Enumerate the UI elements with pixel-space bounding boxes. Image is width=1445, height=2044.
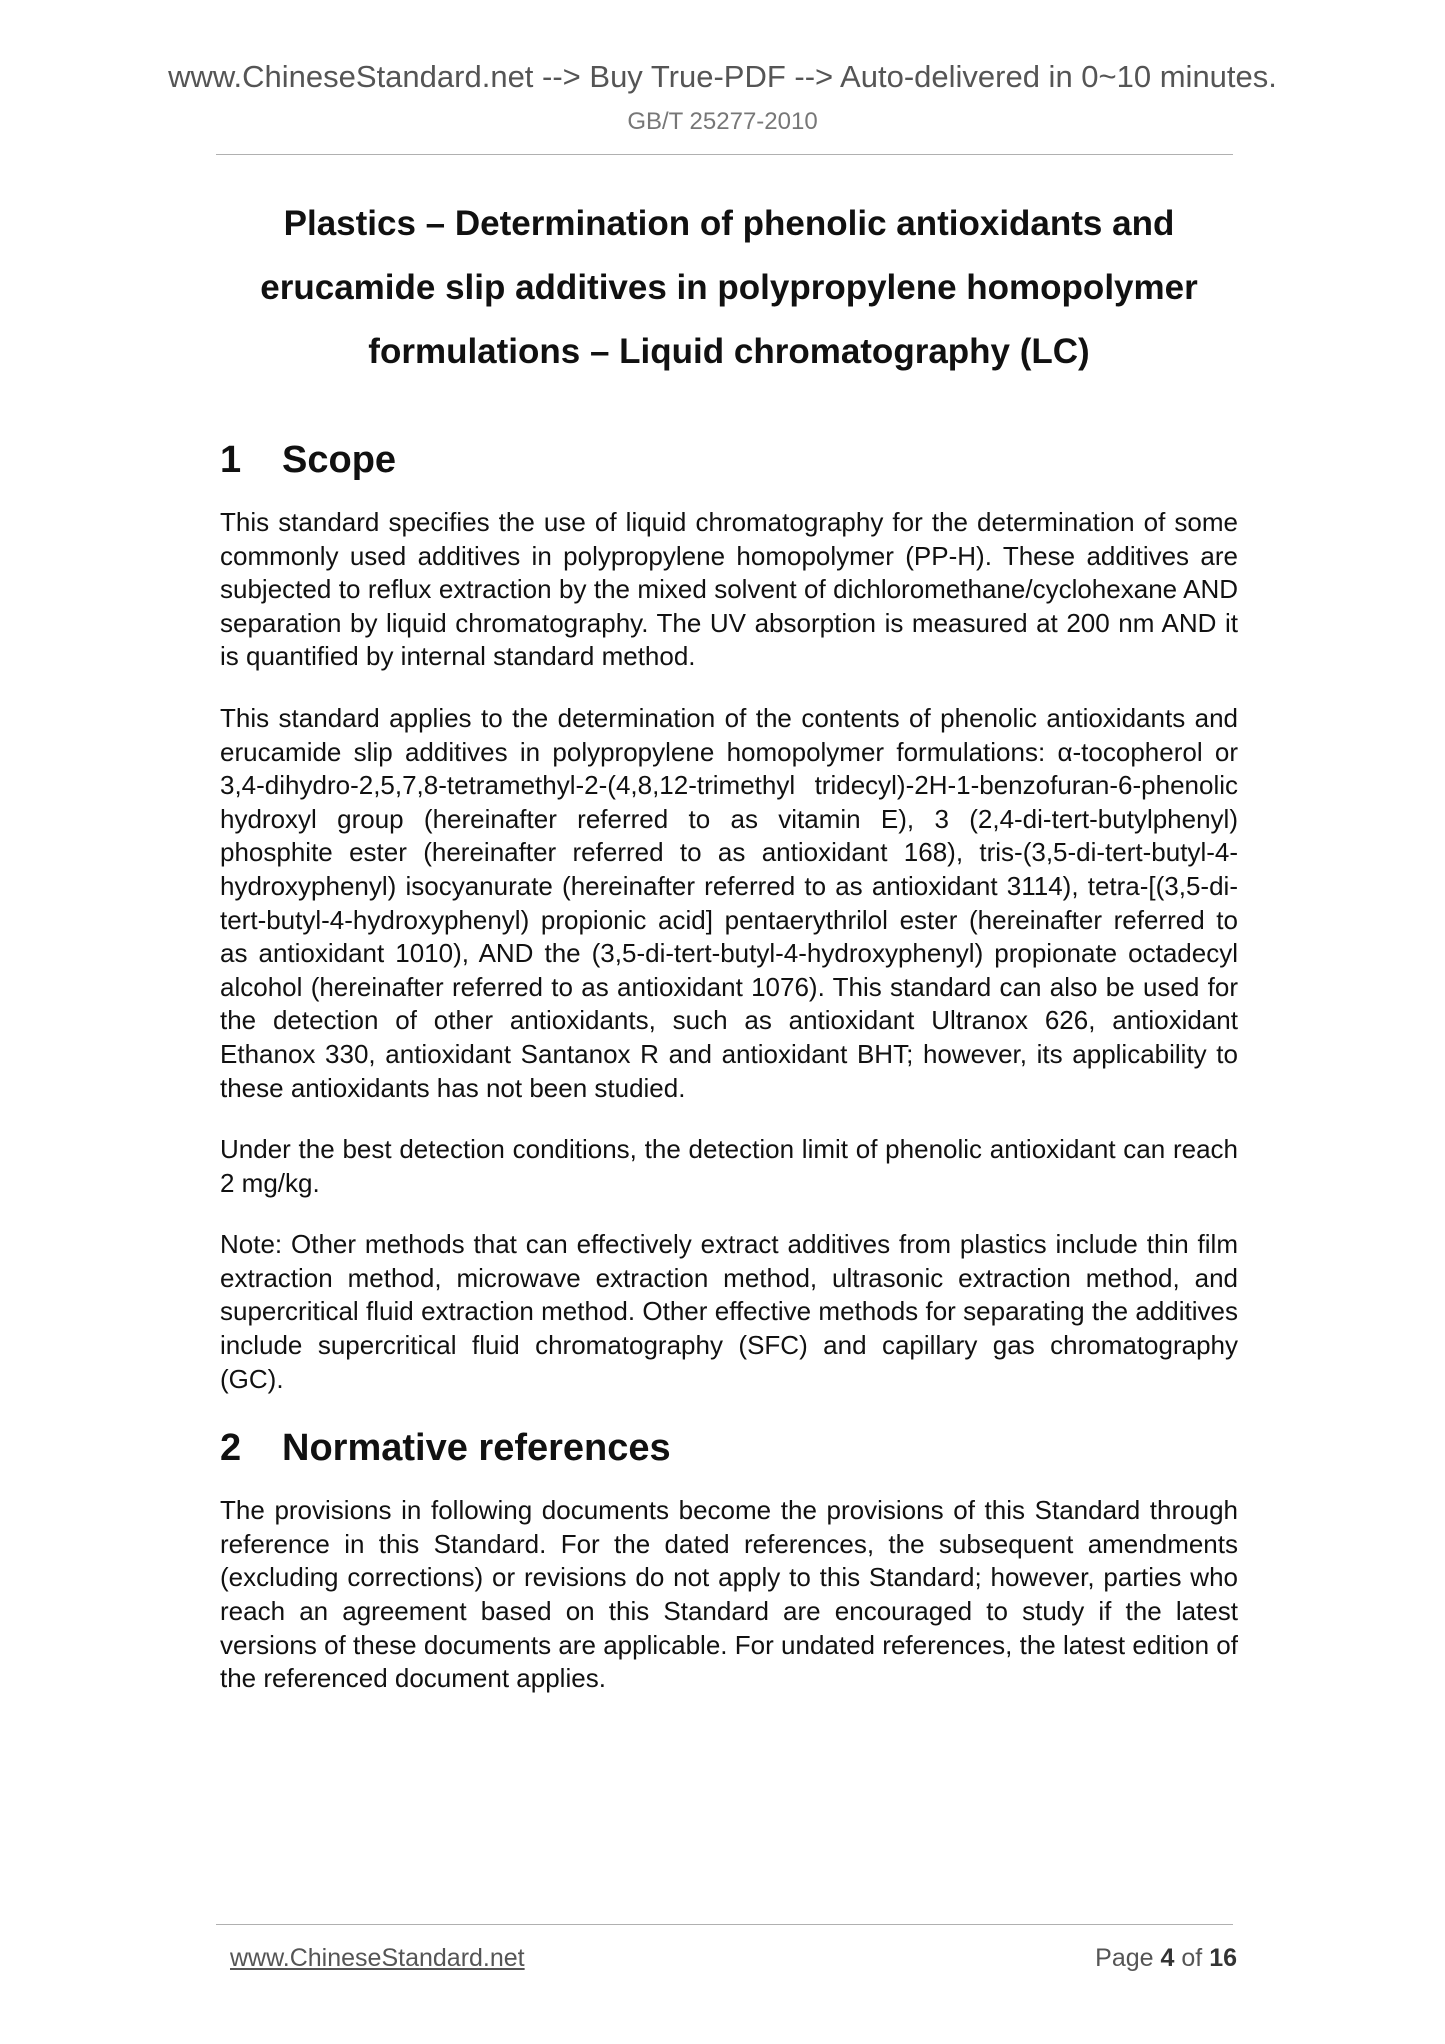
section-heading-normative-references <box>220 1424 1238 1472</box>
page-current: 4 <box>1160 1944 1175 1972</box>
page-of: of <box>1181 1944 1203 1972</box>
header-divider <box>216 154 1233 155</box>
title-line-2: erucamide slip additives in polypropylene homopolymer <box>260 268 1198 307</box>
title-line-1: Plastics – Determination of phenolic antioxidants and <box>283 204 1175 243</box>
footer-divider <box>216 1924 1233 1925</box>
standard-code: GB/T 25277-2010 <box>627 108 818 135</box>
title-line-3: formulations – Liquid chromatography (LC) <box>368 332 1090 371</box>
document-title <box>220 192 1238 384</box>
scope-paragraph-2: This standard applies to the determination of the contents of phenolic antioxidants and erucamide slip additives in polypropylene homopolymer formulations: α-tocopherol or 3,4-dihydro-2,5,7,8-tetramethyl-2-(4,8,12-trimethyl tridecyl)-2H-1-benzofuran-6-phenolic hydroxyl group (hereinafter referred to as vitamin E), 3 (2,4-di-tert-butylphenyl) phosphite ester (hereinafter referred to as antioxidant 168), tris-(3,5-di-tert-butyl-4-hydroxyphenyl) isocyanurate (hereinafter referred to as antioxidant 3114), tetra-[(3,5-di-tert-butyl-4-hydroxyphenyl) propionic acid] pentaerythrilol ester (hereinafter referred to as antioxidant 1010), AND the (3,5-di-tert-butyl-4-hydroxyphenyl) propionate octadecyl alcohol (hereinafter referred to as antioxidant 1076). This standard can also be used for the detection of other antioxidants, such as antioxidant Ultranox 626, antioxidant Ethanox 330, antioxidant Santanox R and antioxidant BHT; however, its applicability to these antioxidants has not been studied. <box>220 702 1238 1103</box>
section-number: 1 <box>220 439 242 481</box>
scope-paragraph-3: Under the best detection conditions, the detection limit of phenolic antioxidant can reach 2 mg/kg. <box>220 1134 1238 1198</box>
page-indicator <box>1095 1944 1237 1973</box>
section-heading-scope <box>220 436 1238 484</box>
references-paragraph-1: The provisions in following documents become the provisions of this Standard through reference in this Standard. For the dated references, the subsequent amendments (excluding corrections) or revisions do not apply to this Standard; however, parties who reach an agreement based on this Standard are encouraged to study if the latest versions of these documents are applicable. For undated references, the latest edition of the referenced document applies. <box>220 1495 1238 1694</box>
scope-note: Note: Other methods that can effectively extract additives from plastics include thin film extraction method, microwave extraction method, ultrasonic extraction method, and supercritical fluid extraction method. Other effective methods for separating the additives include supercritical fluid chromatography (SFC) and capillary gas chromatography (GC). <box>220 1229 1238 1394</box>
section-number: 2 <box>220 1427 242 1470</box>
page-prefix: Page <box>1095 1944 1154 1972</box>
footer-website-link[interactable]: www.ChineseStandard.net <box>230 1944 525 1972</box>
section-title: Normative references <box>282 1427 671 1470</box>
page-total: 16 <box>1209 1944 1237 1972</box>
header-banner: www.ChineseStandard.net --> Buy True-PDF --> Auto-delivered in 0~10 minutes. <box>168 59 1277 94</box>
section-title: Scope <box>282 439 397 481</box>
scope-paragraph-1: This standard specifies the use of liquid chromatography for the determination of some commonly used additives in polypropylene homopolymer (PP-H). These additives are subjected to reflux extraction by the mixed solvent of dichloromethane/cyclohexane AND separation by liquid chromatography. The UV absorption is measured at 200 nm AND it is quantified by internal standard method. <box>220 507 1238 672</box>
document-body <box>220 192 1238 1724</box>
